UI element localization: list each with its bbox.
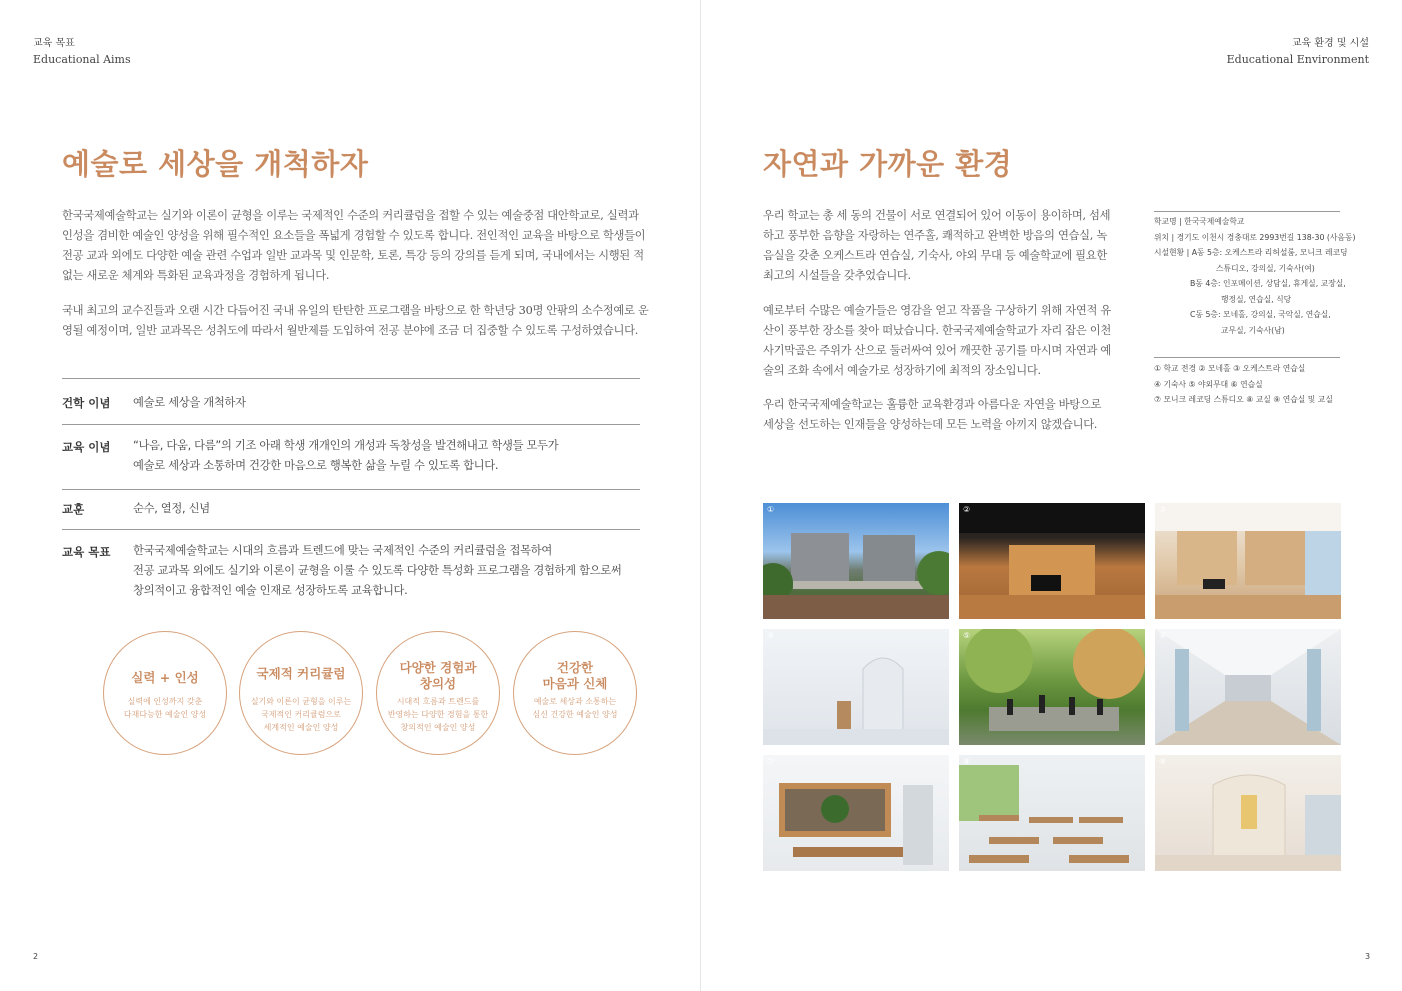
env-paragraph-3: 우리 한국국제예술학교는 훌륭한 교육환경과 아름다운 자연을 바탕으로 세상을 선도하는 인재들을 양성하는데 모든 노력을 아끼지 않겠습니다. <box>763 398 1102 431</box>
aim-circle-skill <box>103 631 227 755</box>
row-label: 교육 목표 <box>62 545 111 559</box>
photo-monet-hall <box>959 503 1145 619</box>
circle-title: 국제적 커리큘럼 <box>256 666 346 681</box>
page-number: 2 <box>33 952 39 961</box>
photo-practice-room-classroom <box>1155 755 1341 871</box>
photo-number: ① <box>767 505 775 514</box>
table-row <box>62 424 640 489</box>
env-paragraph-1: 우리 학교는 총 세 동의 건물이 서로 연결되어 있어 이동이 용이하며, 섬세 하고 풍부한 음향을 자랑하는 연주홀, 쾌적하고 완벽한 방음의 연습실, 녹 음실을 갖춘 오케스트라 연습실, 기숙사, 야외 무대 등 예술학교에 필요한 최고의 시설들을 갖추었습니다. <box>763 209 1111 282</box>
row-value: 한국국제예술학교는 시대의 흐름과 트렌드에 맞는 국제적인 수준의 커리큘럼을 접목하여 전공 교과목 외에도 실기와 이론이 균형을 이룰 수 있도록 다양한 특성화 프로그램을 경험하게 함으로써 창의적이고 융합적인 예술 인재로 성장하도록 교육합니다. <box>133 544 622 597</box>
photo-number: ⑥ <box>1159 631 1167 640</box>
photo-orchestra-room <box>1155 503 1341 619</box>
page-title: 자연과 가까운 환경 <box>763 147 1013 181</box>
photo-practice-room-corridor <box>1155 629 1341 745</box>
photo-number: ③ <box>1159 505 1167 514</box>
photo-number: ④ <box>767 631 775 640</box>
photo-number: ⑤ <box>963 631 971 640</box>
table-row <box>62 489 640 529</box>
row-label: 건학 이념 <box>62 396 111 410</box>
photo-school-exterior <box>763 503 949 619</box>
header-en: Educational Environment <box>1226 53 1369 66</box>
text-line: 전공 교과 외에도 다양한 예술 관련 수업과 일반 교과목 및 인문학, 토론, 특강 등의 강의를 듣게 되며, 국내에서는 시행된 적 <box>62 249 644 262</box>
text-line: 한국국제예술학교는 실기와 이론이 균형을 이루는 국제적인 수준의 커리큘럼을 접할 수 있는 예술중점 대안학교로, 실력과 <box>62 209 639 222</box>
text-line: 영될 예정이며, 일반 교과목은 성취도에 따라서 월반제를 도입하여 전공 분야에 조금 더 집중할 수 있도록 구성하였습니다. <box>62 324 638 337</box>
photo-dormitory <box>763 629 949 745</box>
text-line: 인성을 겸비한 예술인 양성을 위해 필수적인 요소들을 폭넓게 경험할 수 있도록 합니다. 전인적인 교육을 바탕으로 학생들이 <box>62 229 646 242</box>
philosophy-table <box>62 378 640 610</box>
photo-number: ⑧ <box>963 757 971 766</box>
circle-title: 실력 + 인성 <box>131 670 199 685</box>
circle-desc: 예술로 세상과 소통하는 심신 건강한 예술인 양성 <box>532 697 618 719</box>
table-row <box>62 529 640 610</box>
header-ko: 교육 목표 <box>33 38 75 49</box>
page-number: 3 <box>1365 952 1371 961</box>
table-row <box>62 378 640 424</box>
aim-circle-curriculum <box>239 631 363 755</box>
aim-circle-health <box>513 631 637 755</box>
divider <box>1154 357 1340 358</box>
text-line: 없는 새로운 체계와 특화된 교육과정을 경험하게 됩니다. <box>62 269 330 282</box>
header-ko: 교육 환경 및 시설 <box>1291 38 1369 49</box>
photo-recording-studio <box>763 755 949 871</box>
row-label: 교육 이념 <box>62 440 111 454</box>
divider <box>1154 211 1340 212</box>
page-title: 예술로 세상을 개척하자 <box>62 147 369 181</box>
circle-desc: 실기와 이론이 균형을 이루는 국제적인 커리큘럼으로 세계적인 예술인 양성 <box>250 697 352 732</box>
row-value: “나음, 다움, 다름”의 기조 아래 학생 개개인의 개성과 독창성을 발견해내고 학생들 모두가 예술로 세상과 소통하며 건강한 마음으로 행복한 삶을 누릴 수 있도록 합니다. <box>133 439 559 472</box>
school-info: 학교명 | 한국국제예술학교 위치 | 경기도 이천시 경충대로 2993번길 138-30 (사음동) 시설현황 | A동 5층: 오케스트라 리허설룸, 모니크 레코딩 스튜디오, 강의실, 기숙사(여) B동 4층: 인포메이션, 상담실, 휴게실, 교장실, 행정실, 연습실, 식당 C동 5층: 모네홀, 강의실, 국악실, 연습실, 교무실, 기숙사(남) <box>1154 217 1356 335</box>
circle-desc: 시대적 흐름과 트렌드를 반영하는 다양한 경험을 통한 창의적인 예술인 양성 <box>387 697 489 732</box>
intro-paragraph-2 <box>62 301 652 341</box>
photo-outdoor-stage <box>959 629 1145 745</box>
photo-number: ⑨ <box>1159 757 1167 766</box>
text-line: 국내 최고의 교수진들과 오랜 시간 다듬어진 국내 유일의 탄탄한 프로그램을 바탕으로 한 학년당 30명 안팎의 소수정예로 운 <box>62 304 649 317</box>
header-en: Educational Aims <box>33 53 131 66</box>
aim-circle-creativity <box>376 631 500 755</box>
row-value: 예술로 세상을 개척하자 <box>133 396 246 409</box>
row-value: 순수, 열정, 신념 <box>133 502 210 515</box>
env-paragraph-2: 예로부터 수많은 예술가들은 영감을 얻고 작품을 구상하기 위해 자연적 유 산이 풍부한 장소를 찾아 떠났습니다. 한국국제예술학교가 자리 잡은 이천 사기막골은 주위가 산으로 둘러싸여 있어 깨끗한 공기를 마시며 자연과 예 술의 조화 속에서 예술가로 성장하기에 최적의 장소입니다. <box>763 304 1112 377</box>
photo-number: ② <box>963 505 971 514</box>
circle-title: 다양한 경험과 창의성 <box>399 660 477 691</box>
intro-paragraph-1 <box>62 206 652 286</box>
circle-desc: 실력에 인성까지 갖춘 다재다능한 예술인 양성 <box>123 697 207 719</box>
circle-title: 건강한 마음과 신체 <box>542 660 608 691</box>
photo-classroom <box>959 755 1145 871</box>
row-label: 교훈 <box>62 502 85 516</box>
photo-legend: ① 학교 전경 ② 모네홀 ③ 오케스트라 연습실 ④ 기숙사 ⑤ 야외무대 ⑥ 연습실 ⑦ 모니크 레코딩 스튜디오 ⑧ 교실 ⑨ 연습실 및 교실 <box>1154 364 1333 404</box>
photo-number: ⑦ <box>767 757 775 766</box>
